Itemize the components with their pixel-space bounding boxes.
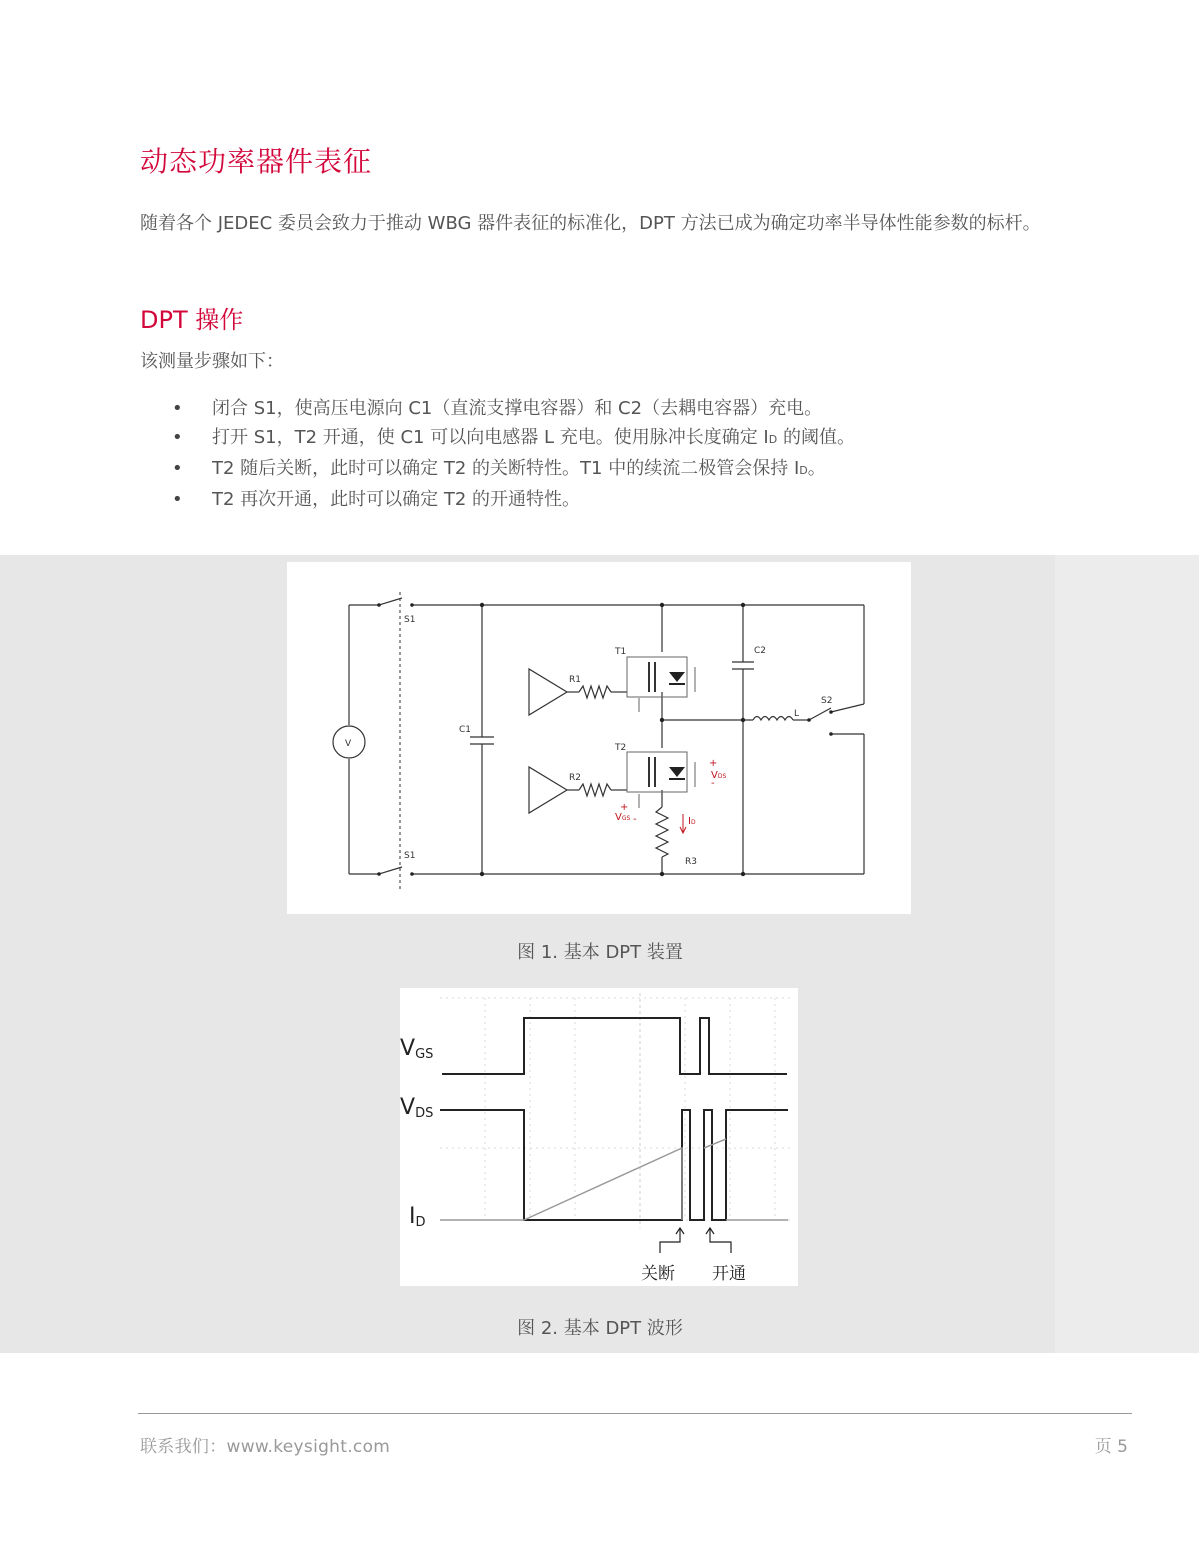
label-v: V (345, 739, 352, 749)
label-t2: T2 (615, 743, 627, 753)
label-vds: VDS (400, 1095, 434, 1121)
list-item: • T2 随后关断，此时可以确定 T2 的关断特性。T1 中的续流二极管会保持 ID。 (172, 454, 855, 485)
label-s2: S2 (821, 696, 833, 706)
steps-intro: 该测量步骤如下： (140, 351, 284, 372)
figure-1-circuit (287, 562, 911, 914)
label-r3: R3 (685, 857, 697, 867)
label-vgs: VGS (400, 1036, 434, 1062)
svg-text:-: - (633, 814, 637, 825)
page-heading: 动态功率器件表征 (140, 145, 373, 178)
svg-text:+: + (709, 758, 718, 769)
label-id: ID (409, 1204, 426, 1230)
label-l: L (794, 709, 800, 719)
list-item: • 打开 S1，T2 开通，使 C1 可以向电感器 L 充电。使用脉冲长度确定 ID 的阈值。 (172, 423, 855, 454)
page-number: 页 5 (1094, 1437, 1128, 1457)
label-r2: R2 (569, 773, 581, 783)
waveform-diagram (400, 988, 798, 1286)
label-t1: T1 (615, 647, 627, 657)
label-vgs: VGS (615, 812, 631, 823)
svg-text:-: - (711, 778, 715, 789)
label-s1-top: S1 (404, 615, 416, 625)
footer-contact[interactable]: 联系我们：www.keysight.com (140, 1437, 391, 1457)
list-item: • 闭合 S1，使高压电源向 C1（直流支撑电容器）和 C2（去耦电容器）充电。 (172, 394, 855, 423)
steps-list (172, 394, 855, 514)
figure-band-edge (1055, 555, 1199, 1353)
label-c1: C1 (459, 725, 472, 735)
figure-2-caption: 图 2. 基本 DPT 波形 (517, 1318, 683, 1339)
list-item: • T2 再次开通，此时可以确定 T2 的开通特性。 (172, 485, 855, 514)
label-vds: VDS (711, 770, 727, 781)
label-r1: R1 (569, 675, 581, 685)
figure-1-caption: 图 1. 基本 DPT 装置 (517, 942, 683, 963)
section-title: DPT 操作 (140, 306, 244, 334)
footer-divider (138, 1413, 1132, 1414)
label-turn-off: 关断 (641, 1264, 675, 1284)
vgs-trace (442, 1018, 787, 1074)
circuit-diagram (287, 562, 911, 914)
svg-text:+: + (620, 802, 629, 813)
intro-paragraph: 随着各个 JEDEC 委员会致力于推动 WBG 器件表征的标准化，DPT 方法已成为确定功率半导体性能参数的标杆。 (140, 213, 1041, 234)
label-id: ID (688, 816, 696, 827)
id-trace (524, 1148, 682, 1220)
vds-trace (440, 1110, 788, 1220)
label-c2: C2 (754, 646, 767, 656)
label-turn-on: 开通 (712, 1264, 746, 1284)
label-s1-bottom: S1 (404, 851, 416, 861)
figure-2-waveforms (400, 988, 798, 1286)
